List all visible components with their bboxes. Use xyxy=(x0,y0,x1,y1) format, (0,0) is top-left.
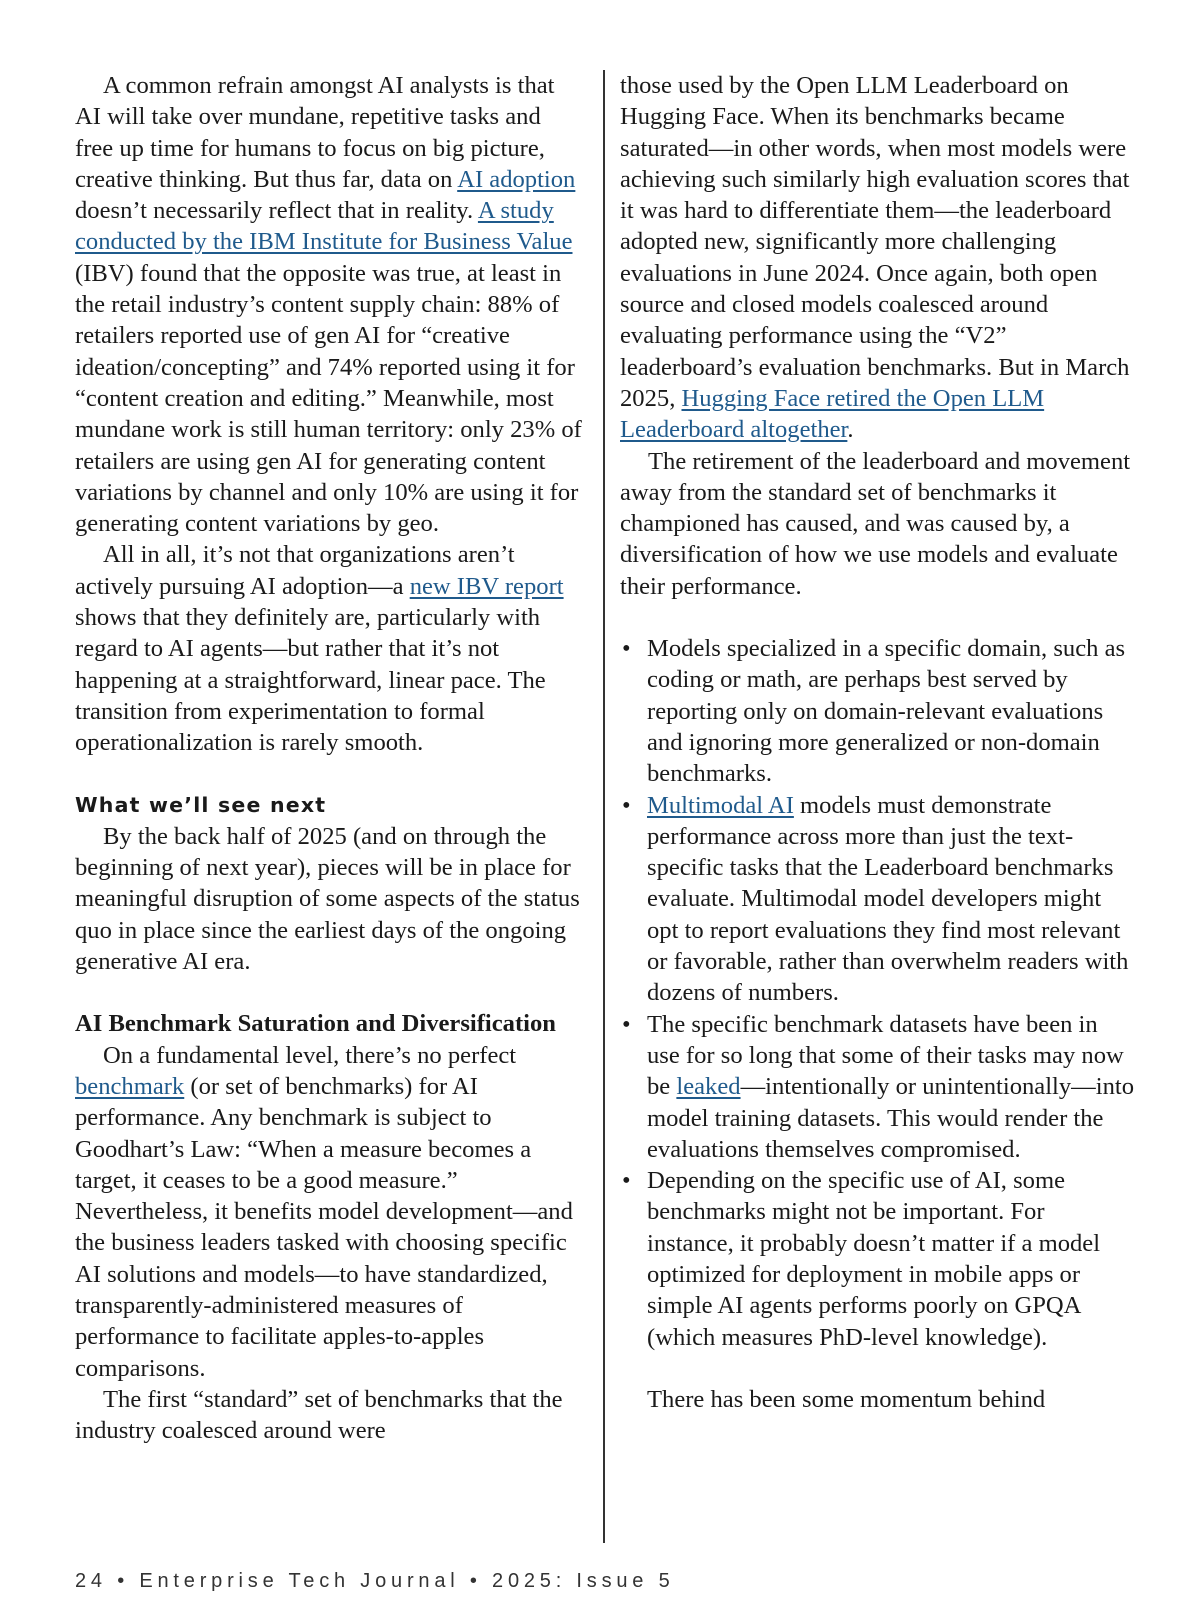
paragraph-retirement: The retirement of the leaderboard and movement away from the standard set of benchmarks it championed has caused, and was caused by, a diversification of how we use models and evaluate their performance. xyxy=(620,447,1131,600)
list-item xyxy=(620,1009,1135,1165)
heading-what-next: What we’ll see next xyxy=(75,792,327,817)
paragraph-first-standard: The first “standard” set of benchmarks that the industry coalesced around were xyxy=(75,1385,563,1445)
multimodal-ai-link[interactable]: Multimodal AI xyxy=(647,791,794,819)
heading-benchmark-saturation: AI Benchmark Saturation and Diversification xyxy=(75,1010,556,1038)
column-divider xyxy=(603,70,605,1543)
text: The specific benchmark datasets have been in use for so long that some of their tasks may now be xyxy=(647,1010,1124,1101)
text: All in all, it’s not that organizations aren’t actively pursuing AI adoption—a xyxy=(75,541,515,600)
list-item: • Models specialized in a specific domain, such as coding or math, are perhaps best served by reporting only on domain-relevant evaluations and ignoring more generalized or non-domain benchmarks. xyxy=(620,633,1135,789)
ibv-study-link[interactable]: A study conducted by the IBM Institute for Business Value xyxy=(75,197,573,256)
text: On a fundamental level, there’s no perfect xyxy=(103,1041,517,1069)
left-column xyxy=(75,70,585,1446)
paragraph-ai-analysts xyxy=(75,70,585,539)
text: shows that they definitely are, particularly with regard to AI agents—but rather that it’s not happening at a straightforward, linear pace. The transition from experimentation to formal operationalization is rarely smooth. xyxy=(75,604,546,757)
list-item xyxy=(620,790,1135,1009)
leaked-link[interactable]: leaked xyxy=(676,1073,741,1101)
bullet-list xyxy=(620,633,1135,1353)
text: —intentionally or unintentionally—into model training datasets. This would render the evaluations themselves compromised. xyxy=(647,1073,1135,1163)
ai-adoption-link[interactable]: AI adoption xyxy=(457,165,576,193)
text: (or set of benchmarks) for AI performance. Any benchmark is subject to Goodhart’s Law: “When a measure becomes a target, it ceases to be a good measure.” Nevertheless, it benefits model development—and the business leaders tasked with choosing specific AI solutions and models—to have standardized, transparently-administered measures of performance to facilitate apples-to-apples comparisons. xyxy=(75,1072,573,1382)
text: models must demonstrate performance across more than just the text-specific tasks that the Leaderboard benchmarks evaluate. Multimodal model developers might opt to report evaluations they find most relevant or favorable, rather than overwhelm readers with dozens of numbers. xyxy=(647,791,1129,1007)
text: those used by the Open LLM Leaderboard on Hugging Face. When its benchmarks became saturated—in other words, when most models were achieving such similarly high evaluation scores that it was hard to differentiate them—the leaderboard adopted new, significantly more challenging evaluations in June 2024. Once again, both open source and closed models coalesced around evaluating performance using the “V2” leaderboard’s evaluation benchmarks. But in March 2025, xyxy=(620,72,1130,412)
leaderboard-retired-link[interactable]: Hugging Face retired the Open LLM Leaderboard altogether xyxy=(620,384,1045,444)
paragraph-open-llm xyxy=(620,70,1135,446)
new-ibv-report-link[interactable]: new IBV report xyxy=(409,572,564,600)
benchmark-link[interactable]: benchmark xyxy=(75,1072,185,1100)
paragraph-fundamental-level xyxy=(75,1040,585,1384)
paragraph-back-half: By the back half of 2025 (and on through the beginning of next year), pieces will be in place for meaningful disruption of some aspects of the status quo in place since the earliest days of the ongoing generative AI era. xyxy=(75,822,580,976)
text: (IBV) found that the opposite was true, at least in the retail industry’s content supply chain: 88% of retailers reported use of gen AI for “creative ideation/concepting” and 74% reported using it for “content creation and editing.” Meanwhile, most mundane work is still human territory: only 23% of retailers are using gen AI for generating content variations by channel and only 10% are using it for generating content variations by geo. xyxy=(75,259,582,538)
text: . xyxy=(847,416,854,444)
text: A common refrain amongst AI analysts is that AI will take over mundane, repetitive tasks and free up time for humans to focus on big picture, creative thinking. But thus far, data on xyxy=(75,72,555,193)
paragraph-momentum: There has been some momentum behind xyxy=(647,1385,1046,1413)
paragraph-all-in-all xyxy=(75,539,585,758)
page-footer: 24 • Enterprise Tech Journal • 2025: Issue 5 xyxy=(75,1570,675,1592)
right-column xyxy=(620,70,1135,1415)
list-item: • Depending on the specific use of AI, some benchmarks might not be important. For instance, it probably doesn’t matter if a model optimized for deployment in mobile apps or simple AI agents performs poorly on GPQA (which measures PhD-level knowledge). xyxy=(620,1165,1135,1353)
text: doesn’t necessarily reflect that in reality. xyxy=(75,197,478,225)
